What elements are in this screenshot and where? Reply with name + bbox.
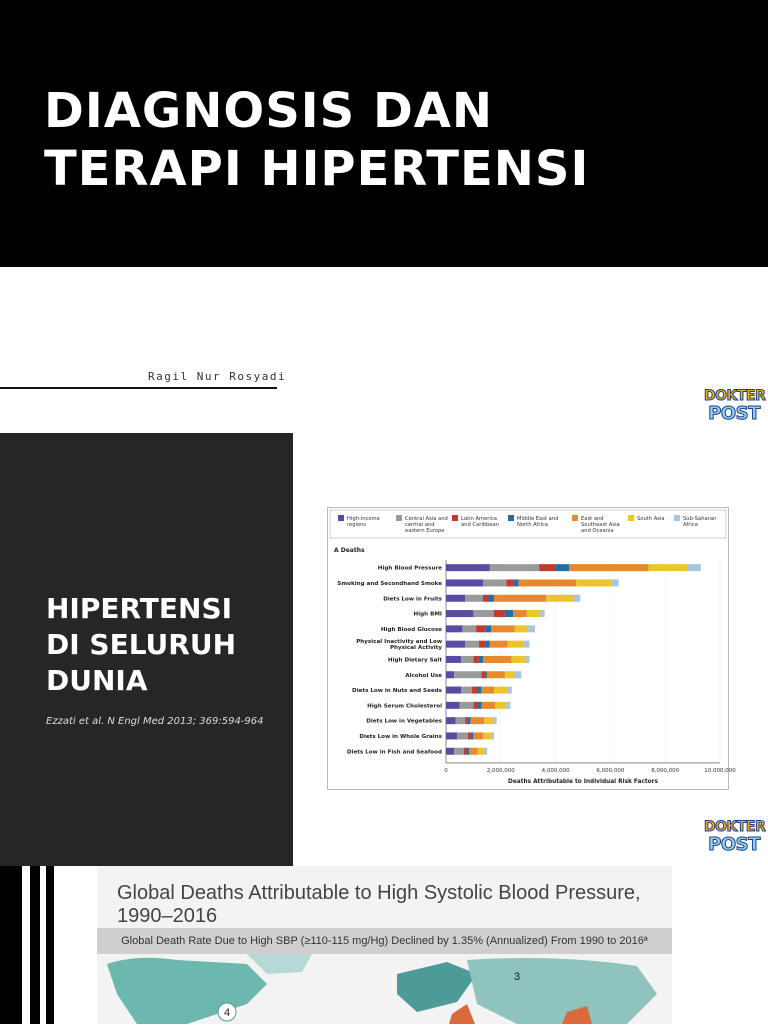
world-map-svg bbox=[97, 954, 672, 1024]
category-label-5: Physical Inactivity and Low Physical Activity bbox=[356, 639, 442, 652]
slide-heading bbox=[46, 591, 236, 699]
bar-seg-9-1 bbox=[460, 702, 474, 709]
bar-seg-1-4 bbox=[519, 579, 577, 586]
bar-seg-7-3 bbox=[486, 671, 487, 678]
bar-seg-6-3 bbox=[479, 656, 483, 663]
bar-seg-10-4 bbox=[471, 717, 485, 724]
bar-seg-12-1 bbox=[454, 748, 464, 755]
bar-seg-5-2 bbox=[479, 641, 486, 648]
figure-title: Global Deaths Attributable to High Systolic Blood Pressure, 1990–2016 bbox=[117, 882, 641, 927]
bar-seg-2-4 bbox=[494, 595, 546, 602]
bar-seg-3-4 bbox=[513, 610, 527, 617]
map-label-3: 3 bbox=[513, 971, 521, 983]
bar-seg-4-2 bbox=[476, 625, 486, 632]
bar-seg-3-5 bbox=[527, 610, 539, 617]
x-tick-label-3: 6,000,000 bbox=[596, 767, 625, 774]
decor-stripe-1 bbox=[0, 866, 22, 1024]
legend-swatch-3 bbox=[508, 515, 514, 521]
bar-seg-10-6 bbox=[494, 717, 497, 724]
citation: Ezzati et al. N Engl Med 2013; 369:594-964 bbox=[46, 716, 264, 727]
legend-label-0: High-income regions bbox=[347, 516, 380, 528]
legend-label-3: Middle East and North Africa bbox=[517, 516, 559, 528]
decor-stripe-3 bbox=[46, 866, 54, 1024]
x-tick-label-2: 4,000,000 bbox=[541, 767, 570, 774]
bar-seg-5-5 bbox=[508, 641, 524, 648]
title-line-2: TERAPI HIPERTENSI bbox=[44, 141, 590, 197]
bar-seg-10-2 bbox=[465, 717, 468, 724]
x-axis-title: Deaths Attributable to Individual Risk Factors bbox=[508, 778, 658, 785]
bar-seg-8-1 bbox=[461, 687, 472, 694]
bar-seg-6-2 bbox=[473, 656, 478, 663]
panel-label: A Deaths bbox=[334, 547, 365, 554]
decor-stripe-2 bbox=[30, 866, 40, 1024]
bar-seg-4-5 bbox=[515, 625, 529, 632]
map-asia bbox=[467, 958, 657, 1024]
bar-seg-1-0 bbox=[446, 579, 483, 586]
legend-swatch-5 bbox=[628, 515, 634, 521]
bar-seg-7-2 bbox=[482, 671, 486, 678]
bar-seg-6-6 bbox=[525, 656, 529, 663]
bar-seg-3-6 bbox=[539, 610, 544, 617]
map-greenland bbox=[247, 954, 312, 974]
category-label-8: Diets Low in Nuts and Seeds bbox=[352, 688, 442, 695]
bar-seg-7-1 bbox=[454, 671, 481, 678]
category-label-1: Smoking and Secondhand Smoke bbox=[337, 580, 442, 587]
legend-swatch-4 bbox=[572, 515, 578, 521]
bar-seg-4-3 bbox=[486, 625, 491, 632]
bar-seg-3-0 bbox=[446, 610, 473, 617]
bar-seg-3-2 bbox=[494, 610, 505, 617]
bar-seg-3-3 bbox=[505, 610, 513, 617]
category-label-2: Diets Low in Fruits bbox=[383, 596, 442, 603]
bar-seg-2-5 bbox=[546, 595, 573, 602]
bar-seg-12-5 bbox=[478, 748, 485, 755]
bar-seg-12-4 bbox=[469, 748, 477, 755]
bar-seg-2-0 bbox=[446, 595, 465, 602]
bar-seg-7-0 bbox=[446, 671, 454, 678]
bar-seg-7-4 bbox=[487, 671, 505, 678]
legend-label-6: Sub-Saharan Africa bbox=[683, 516, 717, 528]
bar-seg-0-4 bbox=[569, 564, 648, 571]
bar-seg-0-6 bbox=[687, 564, 701, 571]
legend-swatch-6 bbox=[674, 515, 680, 521]
map-europe bbox=[397, 962, 477, 1012]
bar-seg-2-3 bbox=[488, 595, 493, 602]
risk-factor-chart bbox=[327, 507, 736, 790]
bar-seg-9-6 bbox=[506, 702, 510, 709]
bar-seg-5-4 bbox=[490, 641, 508, 648]
bar-seg-11-4 bbox=[473, 732, 483, 739]
title-line-1: DIAGNOSIS DAN bbox=[44, 83, 494, 139]
category-label-4: High Blood Glucose bbox=[380, 626, 442, 633]
dark-side-panel bbox=[0, 433, 293, 866]
bar-seg-7-5 bbox=[505, 671, 515, 678]
map-label-4: 4 bbox=[223, 1007, 231, 1019]
bar-seg-2-1 bbox=[465, 595, 483, 602]
bar-seg-12-6 bbox=[484, 748, 487, 755]
logo-line-2: POST bbox=[708, 403, 760, 424]
category-label-11: Diets Low in Whole Grains bbox=[359, 733, 442, 740]
bar-seg-5-6 bbox=[524, 641, 529, 648]
logo-line-1: DOKTER bbox=[704, 388, 766, 404]
bar-seg-9-0 bbox=[446, 702, 460, 709]
legend-label-2: Latin America and Caribbean bbox=[461, 516, 500, 528]
bar-seg-10-3 bbox=[468, 717, 471, 724]
bar-seg-2-2 bbox=[483, 595, 488, 602]
bar-seg-2-6 bbox=[573, 595, 580, 602]
bar-seg-6-0 bbox=[446, 656, 461, 663]
legend-label-1: Central Asia and central and eastern Europe bbox=[405, 516, 448, 534]
bar-seg-5-1 bbox=[465, 641, 479, 648]
figure-subtitle: Global Death Rate Due to High SBP (≥110-115 mg/Hg) Declined by 1.35% (Annualized) From 1990 to 2016ª bbox=[97, 928, 672, 954]
bar-seg-8-6 bbox=[508, 687, 512, 694]
bar-seg-12-0 bbox=[446, 748, 454, 755]
bar-seg-8-3 bbox=[478, 687, 482, 694]
heading-line-1: HIPERTENSI bbox=[46, 592, 233, 625]
bar-seg-1-6 bbox=[612, 579, 619, 586]
bar-seg-5-0 bbox=[446, 641, 465, 648]
slide-global-deaths-sbp bbox=[0, 866, 768, 1024]
dokterpost-logo-2 bbox=[704, 819, 764, 859]
bar-seg-11-5 bbox=[483, 732, 491, 739]
heading-line-3: DUNIA bbox=[46, 664, 148, 697]
bar-seg-8-0 bbox=[446, 687, 461, 694]
category-label-7: Alcohol Use bbox=[405, 672, 442, 679]
risk-factor-chart-svg bbox=[328, 508, 736, 789]
bar-seg-10-0 bbox=[446, 717, 456, 724]
bar-seg-0-0 bbox=[446, 564, 490, 571]
legend-swatch-0 bbox=[338, 515, 344, 521]
bar-seg-1-2 bbox=[506, 579, 513, 586]
bar-seg-8-4 bbox=[482, 687, 494, 694]
bar-seg-1-3 bbox=[513, 579, 518, 586]
x-tick-label-4: 8,000,000 bbox=[651, 767, 680, 774]
bar-seg-11-2 bbox=[468, 732, 471, 739]
bar-seg-6-1 bbox=[461, 656, 473, 663]
legend-swatch-2 bbox=[452, 515, 458, 521]
sbp-figure bbox=[97, 866, 672, 1024]
bar-seg-0-1 bbox=[490, 564, 539, 571]
x-tick-label-1: 2,000,000 bbox=[486, 767, 515, 774]
bar-seg-11-3 bbox=[471, 732, 474, 739]
bar-seg-4-6 bbox=[528, 625, 535, 632]
category-label-3: High BMI bbox=[413, 611, 442, 618]
bar-seg-6-4 bbox=[483, 656, 512, 663]
bar-seg-10-1 bbox=[456, 717, 466, 724]
legend-label-4: East and Southeast Asia and Oceania bbox=[581, 516, 620, 534]
category-label-10: Diets Low in Vegetables bbox=[366, 718, 442, 725]
world-map bbox=[97, 954, 672, 1024]
slide-hypertension-worldwide bbox=[0, 433, 768, 866]
legend-label-5: South Asia bbox=[637, 516, 665, 522]
category-label-0: High Blood Pressure bbox=[377, 565, 442, 572]
bar-seg-10-5 bbox=[484, 717, 494, 724]
bar-seg-4-4 bbox=[491, 625, 514, 632]
legend-swatch-1 bbox=[396, 515, 402, 521]
bar-seg-8-2 bbox=[472, 687, 477, 694]
bar-seg-9-2 bbox=[473, 702, 477, 709]
bar-seg-11-6 bbox=[491, 732, 494, 739]
slide-title bbox=[0, 0, 768, 433]
category-label-12: Diets Low in Fish and Seafood bbox=[346, 749, 442, 756]
bar-seg-3-1 bbox=[473, 610, 494, 617]
dokterpost-logo bbox=[704, 388, 764, 428]
bar-seg-9-3 bbox=[478, 702, 482, 709]
bar-seg-11-0 bbox=[446, 732, 457, 739]
x-tick-label-5: 10,000,000 bbox=[704, 767, 736, 774]
x-tick-label-0: 0 bbox=[444, 767, 448, 774]
bar-seg-4-1 bbox=[462, 625, 476, 632]
bar-seg-0-5 bbox=[649, 564, 687, 571]
map-north-america bbox=[107, 958, 267, 1024]
bar-seg-4-0 bbox=[446, 625, 462, 632]
bar-seg-9-4 bbox=[482, 702, 496, 709]
map-east-asia-highlight bbox=[449, 1004, 475, 1024]
bar-seg-1-1 bbox=[483, 579, 506, 586]
bar-seg-11-1 bbox=[457, 732, 468, 739]
bar-seg-1-5 bbox=[576, 579, 612, 586]
category-label-6: High Dietary Salt bbox=[387, 657, 442, 664]
bar-seg-9-5 bbox=[495, 702, 506, 709]
category-label-9: High Serum Cholesterol bbox=[367, 703, 442, 710]
author-name: Ragil Nur Rosyadi bbox=[148, 370, 287, 383]
logo-line-2: POST bbox=[708, 834, 760, 855]
bar-seg-0-3 bbox=[556, 564, 570, 571]
bar-seg-0-2 bbox=[539, 564, 555, 571]
bar-seg-7-6 bbox=[515, 671, 522, 678]
bar-seg-12-2 bbox=[464, 748, 467, 755]
bar-seg-6-5 bbox=[512, 656, 526, 663]
presentation-title bbox=[44, 82, 684, 198]
logo-line-1: DOKTER bbox=[704, 819, 766, 835]
author-divider bbox=[0, 387, 277, 389]
bar-seg-12-3 bbox=[467, 748, 470, 755]
heading-line-2: DI SELURUH bbox=[46, 628, 237, 661]
bar-seg-5-3 bbox=[486, 641, 490, 648]
bar-seg-8-5 bbox=[494, 687, 508, 694]
